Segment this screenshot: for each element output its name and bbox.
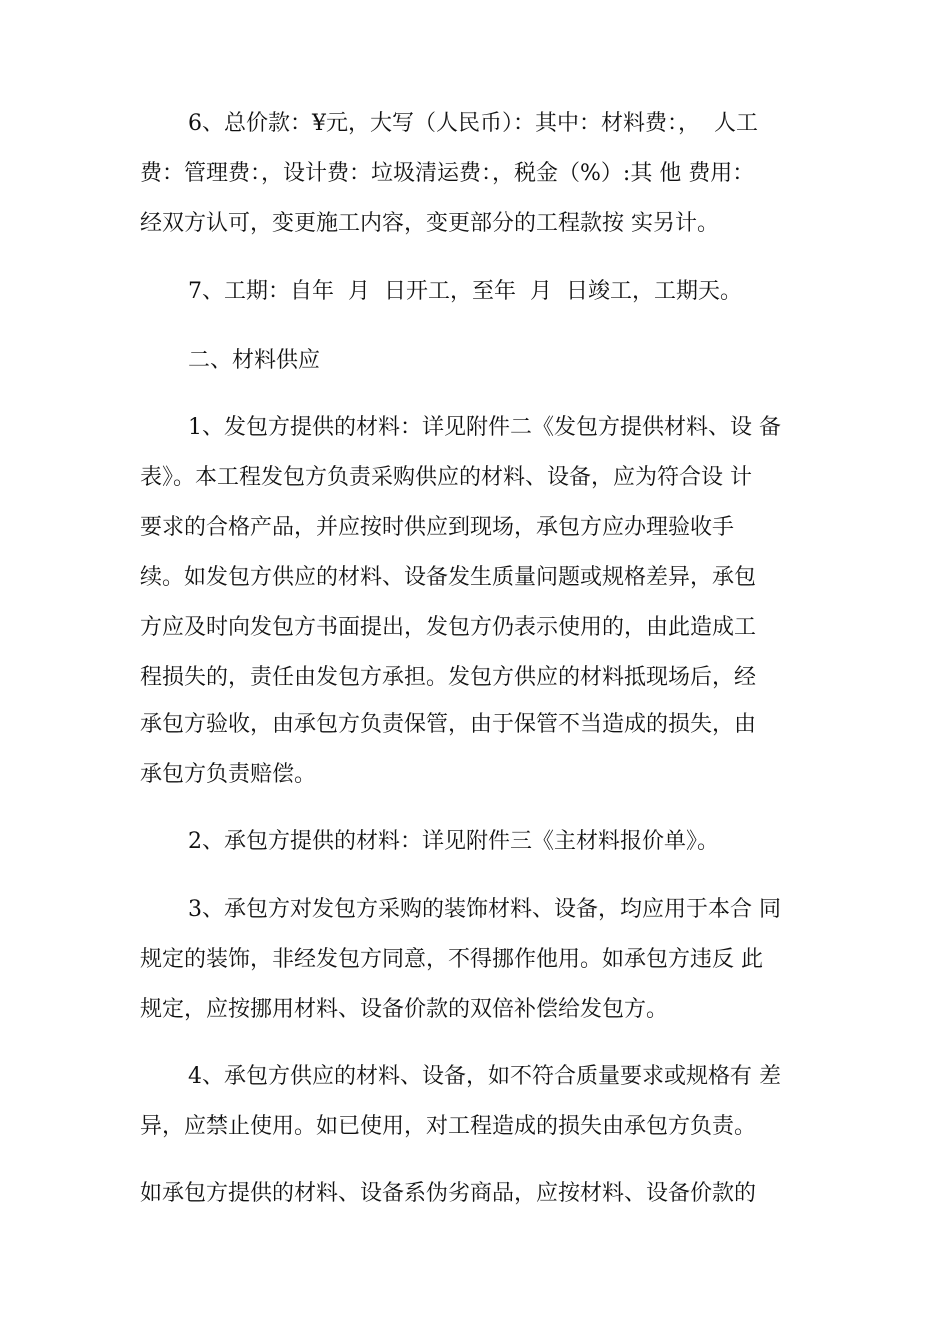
clause-6-line-2: 费：管理费：，设计费：垃圾清运费：，税金（%）:其 他 费用： bbox=[140, 161, 755, 186]
clause-7-line-1: 7、工期：自年 月 日开工，至年 月 日竣工，工期天。 bbox=[188, 279, 742, 304]
clause-6-line-3: 经双方认可，变更施工内容，变更部分的工程款按 实另计。 bbox=[140, 211, 719, 236]
material-1-line-1: 1、发包方提供的材料：详见附件二《发包方提供材料、设 备 bbox=[188, 415, 781, 440]
clause-6-line-1: 6、总价款：¥元，大写（人民币）：其中：材料费：， 人工 bbox=[188, 111, 758, 136]
material-1-line-4: 续。如发包方供应的材料、设备发生质量问题或规格差异，承包 bbox=[140, 565, 757, 590]
material-1-line-2: 表》。本工程发包方负责采购供应的材料、设备，应为符合设 计 bbox=[140, 465, 752, 490]
section-heading: 二、材料供应 bbox=[188, 348, 321, 373]
material-1-line-7: 承包方验收，由承包方负责保管，由于保管不当造成的损失，由 bbox=[140, 712, 757, 737]
material-1-line-3: 要求的合格产品，并应按时供应到现场，承包方应办理验收手 bbox=[140, 515, 735, 540]
material-3-line-2: 规定的装饰，非经发包方同意，不得挪作他用。如承包方违反 此 bbox=[140, 947, 763, 972]
material-3-line-3: 规定，应按挪用材料、设备价款的双倍补偿给发包方。 bbox=[140, 997, 669, 1022]
material-4-line-2: 异，应禁止使用。如已使用，对工程造成的损失由承包方负责。 bbox=[140, 1114, 757, 1139]
material-2-line-1: 2、承包方提供的材料：详见附件三《主材料报价单》。 bbox=[188, 829, 719, 854]
material-3-line-1: 3、承包方对发包方采购的装饰材料、设备，均应用于本合 同 bbox=[188, 897, 781, 922]
material-1-line-6: 程损失的，责任由发包方承担。发包方供应的材料抵现场后，经 bbox=[140, 665, 757, 690]
material-4-line-3: 如承包方提供的材料、设备系伪劣商品，应按材料、设备价款的 bbox=[140, 1181, 757, 1206]
material-1-line-8: 承包方负责赔偿。 bbox=[140, 762, 317, 787]
material-1-line-5: 方应及时向发包方书面提出，发包方仍表示使用的，由此造成工 bbox=[140, 615, 757, 640]
material-4-line-1: 4、承包方供应的材料、设备，如不符合质量要求或规格有 差 bbox=[188, 1064, 781, 1089]
